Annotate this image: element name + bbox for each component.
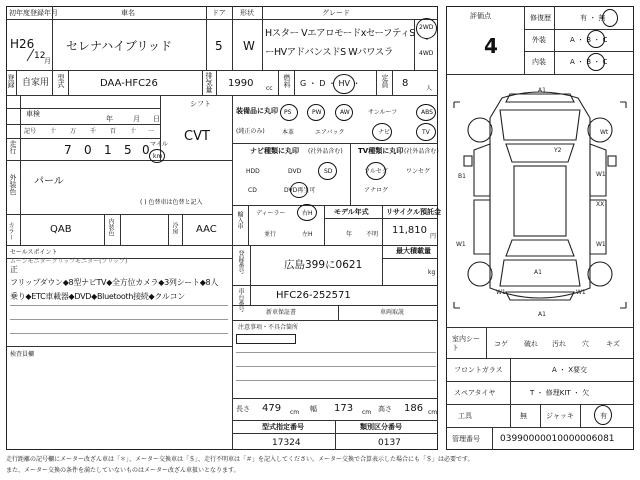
len-label: 長さ [236,405,250,413]
fuel-hv-circle [333,74,355,94]
ext-color-value: パール [34,176,64,187]
diag-mark-2: W1 [456,241,466,248]
import-right: 右H [302,210,313,217]
month-unit: 月 [44,57,51,65]
diag-mark-9: W1 [576,289,586,296]
digit-5: 0 [142,143,150,157]
jack-yes-circle [594,405,612,425]
tv-fullseg: フルセグ [364,168,388,175]
spare-options: T ・ 修理KIT ・ 欠 [530,389,590,397]
grade-value-line1: Hスター VエアロモードⅹセーフティS [265,28,415,39]
tools-label: 工具 [458,412,472,420]
model-label: 型式 [57,74,65,88]
diag-mark-3: W1 [596,171,606,178]
tv-type-label: TV種類に丸印 [358,147,404,155]
seat-item-2: 汚れ [552,340,566,348]
nav-dvd: DVD [288,168,302,175]
tv-fullseg-circle [366,162,386,180]
repair-none-circle [602,9,618,27]
equip-navi: ナビ [378,129,391,136]
digit-label-4: 百 [110,128,117,135]
warranty-label: 新車保証書 [266,309,297,316]
memo-label: 注意事項・不具合箇所 [238,324,299,331]
model-value: DAA-HFC26 [100,78,158,89]
repair-label: 修復歴 [530,14,551,22]
equip-leather: 本革 [282,129,295,136]
drive-dot: ・ [424,37,431,44]
shift-label: シフト [190,100,211,108]
mgmt-value: 03990000010000006081 [500,434,615,444]
nav-dvd-play-circle [290,182,308,198]
digit-2: 0 [84,143,92,157]
jack-label: ジャッキ [546,412,574,420]
int-b-circle [587,53,605,71]
seat-label: 室内シート [452,335,480,353]
unit-km: km [153,153,163,160]
equip-ps-circle [280,104,298,121]
digit-3: 1 [104,143,112,157]
doors-label: ドア [212,9,226,17]
type-value: 17324 [272,438,301,448]
first-reg-era: H26 [10,37,35,51]
class-label: 類別区分番号 [360,423,402,431]
memo-box [236,334,296,344]
tv-oneseg: ワンセグ [406,168,431,175]
diag-mark-8: W1 [496,289,506,296]
footer-line1: 走行距離の記号欄にメーター改ざん車は「＊」、メーター交換車は「＄」、走行不明車は「＃」を記入してください。メーター交換で合算表示した場合にも「＄」は必要です。 [6,456,474,463]
mgmt-label: 管理番号 [452,435,480,443]
import-parallel: 並行 [264,231,277,238]
equip-tv-circle [416,123,436,141]
manual-label: 車両取説 [380,309,405,316]
nav-hdd: HDD [246,168,260,175]
car-name-label: 車名 [121,9,135,17]
first-reg-month: 12 [34,51,46,61]
inspector-label: 検査員欄 [10,351,35,358]
color-label: カラー [7,222,14,240]
import-dealer: ディーラー [256,210,286,217]
grade-value-line2: ーHVアドバンスドS Wパワスラ [265,47,393,58]
repair-options: 有 ・ 無 [580,14,606,22]
digit-1: 7 [64,143,72,157]
shape-value: W [243,39,255,53]
diag-mark-5: XX [596,201,605,208]
nav-cd: CD [248,187,257,194]
diag-mark-6: A1 [538,311,546,318]
drive-4wd: 4WD [419,50,434,57]
nav-sd: SD [324,168,333,175]
recycle-label: リサイクル預託金 [386,208,442,216]
inspection-label: 車検 [26,110,40,118]
recycle-value: 11,810 [392,225,427,236]
equip-airbag: エアバック [315,129,345,136]
month-label: 月 [133,115,140,123]
cap-unit: 人 [426,85,433,92]
year-label: 年 [106,115,113,123]
int-score-options: A ・ B ・ C [570,58,608,66]
color-value: QAB [50,224,72,235]
equip-tv: TV [422,129,430,136]
fuel-value: G ・ D ・ HV ・ [300,79,361,88]
width-unit: cm [362,409,372,416]
ext-score-options: A ・ B ・ C [570,36,608,44]
tv-analog: アナログ [364,187,389,194]
model-year-unknown: 不明 [366,231,379,238]
day-label: 日 [153,115,160,123]
sales-point-line0: ムーンモニターグリップモニター(ブリップ) [10,258,128,265]
import-right-circle [297,204,317,221]
mileage-digits [20,124,163,160]
diag-mark-4: W1 [596,241,606,248]
equip-aw-circle [335,104,353,121]
width-value: 173 [334,403,354,414]
diag-mark-7: A1 [534,269,542,276]
seat-item-0: コゲ [494,340,508,348]
unit-km-circle [149,149,165,163]
jack-value: 有 [600,412,607,420]
equip-sunroof: サンルーフ [368,109,398,116]
chassis-value: HFC26-252571 [276,290,351,301]
drive-2wd: 2WD [419,24,434,31]
first-reg-label: 初年度登録年月 [9,9,58,17]
plate-value: 広島399に0621 [284,259,363,271]
ext-color-label: 外装色 [9,174,17,195]
disp-value: 1990 [228,78,254,89]
usage-value: 自家用 [22,78,50,88]
digit-label-0: 記号 [24,128,37,135]
digit-label-6: 一 [148,128,155,135]
import-left: 左H [302,231,313,238]
shift-value: CVT [184,129,210,144]
seat-item-3: 穴 [582,340,589,348]
sales-point-label: セールスポイント [10,249,58,256]
digit-label-1: 十 [50,128,57,135]
max-load-unit: kg [428,269,436,276]
seat-item-1: 破れ [524,340,538,348]
nav-dvd-play: DVD再生可 [284,187,316,194]
model-year-label: モデル年式 [334,208,369,216]
ac-value: AAC [196,224,217,235]
drive-2wd-circle [416,18,437,39]
cap-value: 8 [402,78,409,89]
recycle-unit: 円 [430,233,437,240]
nav-type-label: ナビ種類に丸印 [250,147,299,155]
cap-label: 定員 [381,74,389,88]
glass-options: A ・ X要交 [552,366,588,374]
spare-label: スペアタイヤ [454,389,496,397]
len-value: 479 [262,403,282,414]
equip-pw-circle [307,104,325,121]
equip-abs: ABS [421,109,433,116]
height-unit: cm [428,409,438,416]
equip-navi-circle [372,123,392,141]
model-year-unit: 年 [346,231,353,238]
sales-point-line3: 乗り◆ETC車載器◆DVD◆Bluetooth接続◆クルコン [10,292,185,301]
digit-label-2: 万 [70,128,77,135]
width-label: 幅 [310,405,317,413]
car-name-value: セレナハイブリッド [66,39,172,53]
equip-aw: AW [340,109,350,116]
chassis-label: 車台番号 [237,288,244,312]
max-load-label: 最大積載量 [396,247,431,255]
ext-score-label: 外装 [532,36,546,44]
disp-label: 排気量 [205,72,213,93]
ext-b-circle [587,30,605,48]
height-label: 高さ [378,405,392,413]
sales-point-line2: フリップダウン◆8型ナビTV◆全方位カメラ◆3列シート◆8人 [10,278,219,287]
height-value: 186 [404,403,424,414]
nav-type-sub: (社外品含む) [308,148,343,155]
reg-label: 登録 [7,74,15,88]
equip-abs-circle [416,104,436,121]
len-unit: cm [290,409,300,416]
tv-type-sub: (社外品含む) [404,148,439,155]
plate-label: 登録番号 [237,250,244,274]
type-label: 型式指定番号 [262,423,304,431]
seat-item-4: キズ [606,340,620,348]
equipment-sublabel: (純正のみ) [236,128,265,135]
score-value: 4 [484,34,498,58]
equip-pw: PW [312,109,322,116]
tools-value: 無 [520,412,527,420]
equipment-label: 装備品に丸印 [236,107,278,115]
digit-4: 5 [124,143,132,157]
fuel-label: 燃料 [283,74,291,88]
equip-ps: PS [284,109,292,116]
diag-mark-1: B1 [458,173,466,180]
disp-unit: cc [266,85,273,92]
sales-point-line1: 正 [10,265,18,274]
digit-label-5: 十 [130,128,137,135]
ext-color-note: ( ) 色替車は色替と記入 [140,199,203,206]
class-value: 0137 [378,438,401,448]
diag-mark-11: Wt [600,129,609,136]
nav-sd-circle [318,162,337,180]
score-label: 評価点 [470,12,491,20]
glass-label: フロントガラス [454,366,503,374]
shape-label: 形状 [240,9,254,17]
int-color-label: 内装色 [107,218,114,236]
diag-mark-10: Y2 [554,147,562,154]
unit-mile: マイル [150,141,168,148]
mileage-row-label: 走行 [9,140,17,154]
ac-label: 冷房 [171,222,178,234]
diag-mark-0: A1 [538,87,546,94]
int-score-label: 内装 [532,58,546,66]
grade-label: グレード [322,9,350,17]
footer-line2: また、メーター交換の条件を満たしていないものはメーター改ざん車扱いとなります。 [6,467,240,474]
digit-label-3: 千 [90,128,97,135]
doors-value: 5 [215,39,223,53]
import-label: 輸入車 [236,211,243,229]
car-damage-diagram [450,78,630,324]
